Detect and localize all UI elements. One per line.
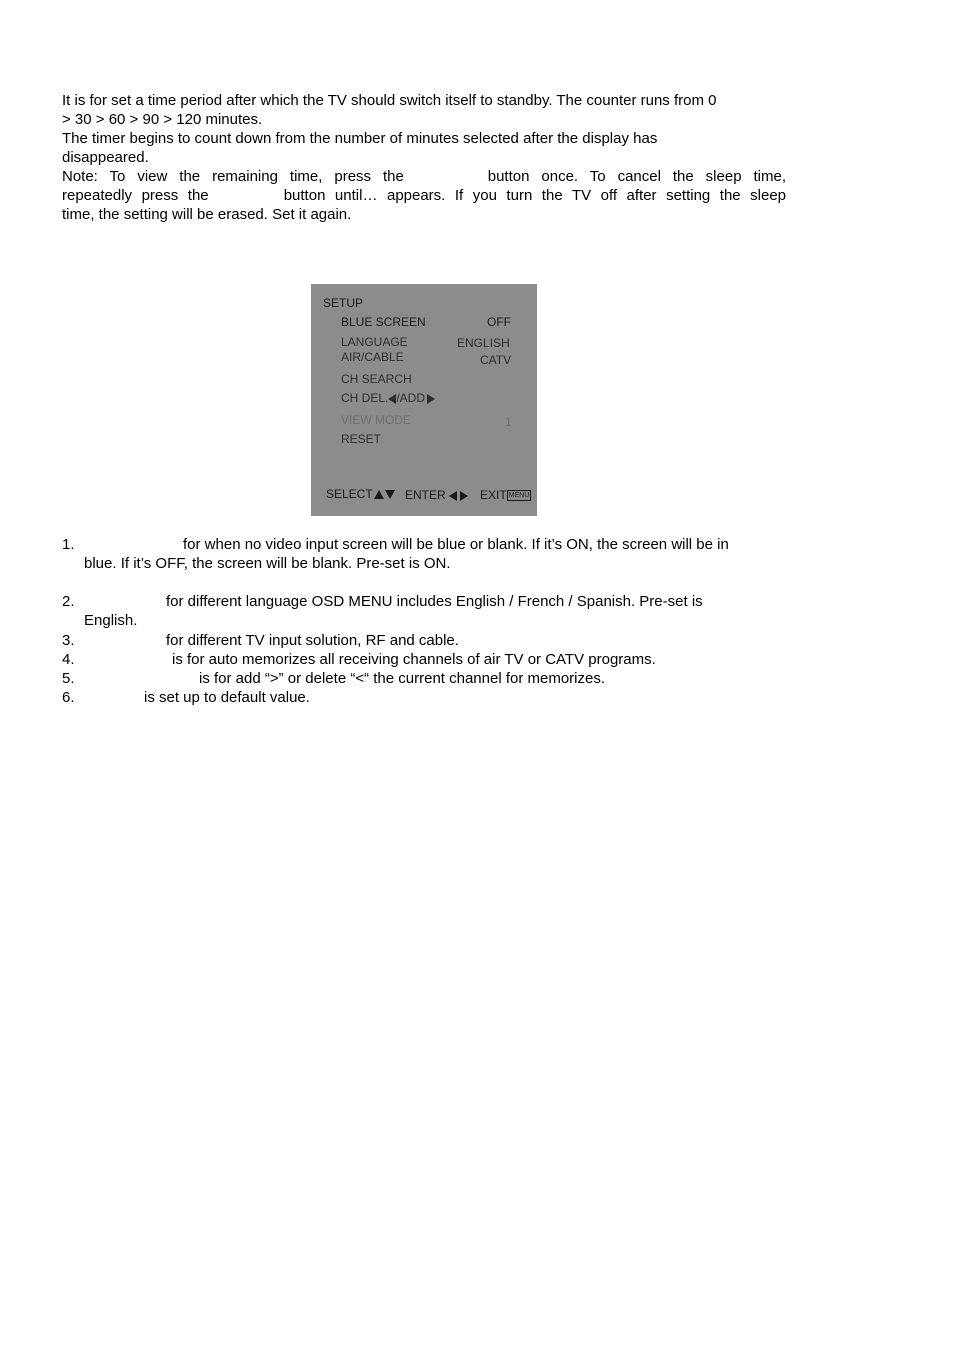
note-line-2a: repeatedly press the bbox=[62, 187, 209, 204]
note-line-1a: Note: To view the remaining time, press the bbox=[62, 168, 404, 185]
osd-enter-label: ENTER bbox=[405, 488, 446, 502]
arrow-right-icon bbox=[460, 491, 468, 501]
intro-line-2: > 30 > 60 > 90 > 120 minutes. bbox=[62, 111, 263, 128]
osd-item-language: LANGUAGE bbox=[341, 335, 408, 349]
note-line-3: time, the setting will be erased. Set it again. bbox=[62, 206, 352, 223]
osd-title: SETUP bbox=[323, 296, 364, 310]
intro-line-1: It is for set a time period after which the TV should switch itself to standby. The counter runs from 0 bbox=[62, 92, 717, 109]
list-text: for different language OSD MENU includes English / French / Spanish. Pre-set is bbox=[166, 593, 703, 610]
menu-key-icon: MENU bbox=[508, 492, 530, 500]
osd-value-air-cable: CATV bbox=[480, 353, 512, 367]
osd-ch-del-label: CH DEL. bbox=[341, 391, 389, 405]
osd-value-view-mode: 1 bbox=[505, 415, 512, 429]
arrow-right-icon bbox=[427, 394, 435, 404]
note-line-1b: button once. To cancel the sleep time, bbox=[487, 168, 786, 185]
list-number: 2. bbox=[62, 593, 75, 610]
list-text: for when no video input screen will be blue or blank. If it’s ON, the screen will be in bbox=[183, 536, 729, 553]
list-number: 6. bbox=[62, 689, 75, 706]
osd-item-ch-search: CH SEARCH bbox=[341, 372, 412, 386]
list-number: 3. bbox=[62, 632, 75, 649]
osd-item-air-cable: AIR/CABLE bbox=[341, 350, 404, 364]
osd-item-view-mode: VIEW MODE bbox=[341, 413, 412, 427]
list-number: 4. bbox=[62, 651, 75, 668]
intro-line-4: disappeared. bbox=[62, 149, 149, 166]
osd-item-ch-del-add bbox=[341, 391, 435, 405]
note-line-1 bbox=[62, 167, 786, 186]
osd-ch-add-label: /ADD bbox=[396, 391, 426, 405]
list-number: 1. bbox=[62, 536, 75, 553]
list-text: is for add “>” or delete “<“ the current channel for memorizes. bbox=[199, 670, 606, 687]
osd-value-blue-screen: OFF bbox=[487, 315, 511, 329]
osd-item-blue-screen: BLUE SCREEN bbox=[341, 315, 426, 329]
arrow-down-icon bbox=[385, 490, 395, 499]
osd-value-language: ENGLISH bbox=[457, 336, 510, 350]
arrow-up-icon bbox=[374, 490, 384, 499]
list-number: 5. bbox=[62, 670, 75, 687]
list-text: is for auto memorizes all receiving channels of air TV or CATV programs. bbox=[172, 651, 656, 668]
osd-footer-exit bbox=[480, 488, 531, 502]
list-text-continued: English. bbox=[84, 612, 138, 629]
list-text-continued: blue. If it’s OFF, the screen will be blank. Pre-set is ON. bbox=[84, 555, 451, 572]
arrow-left-icon bbox=[449, 491, 457, 501]
osd-item-reset: RESET bbox=[341, 432, 382, 446]
list-text: for different TV input solution, RF and cable. bbox=[166, 632, 459, 649]
osd-exit-label: EXIT bbox=[480, 488, 507, 502]
note-line-2 bbox=[62, 186, 786, 205]
osd-select-label: SELECT bbox=[326, 487, 373, 501]
intro-paragraph bbox=[62, 91, 786, 224]
note-line-2b: button until… appears. If you turn the TV off after setting the sleep bbox=[283, 187, 787, 204]
list-text: is set up to default value. bbox=[144, 689, 310, 706]
osd-footer-enter bbox=[405, 488, 468, 502]
intro-line-3: The timer begins to count down from the number of minutes selected after the display has bbox=[62, 130, 658, 147]
setup-osd-menu bbox=[311, 284, 537, 516]
osd-footer-select bbox=[326, 487, 395, 501]
